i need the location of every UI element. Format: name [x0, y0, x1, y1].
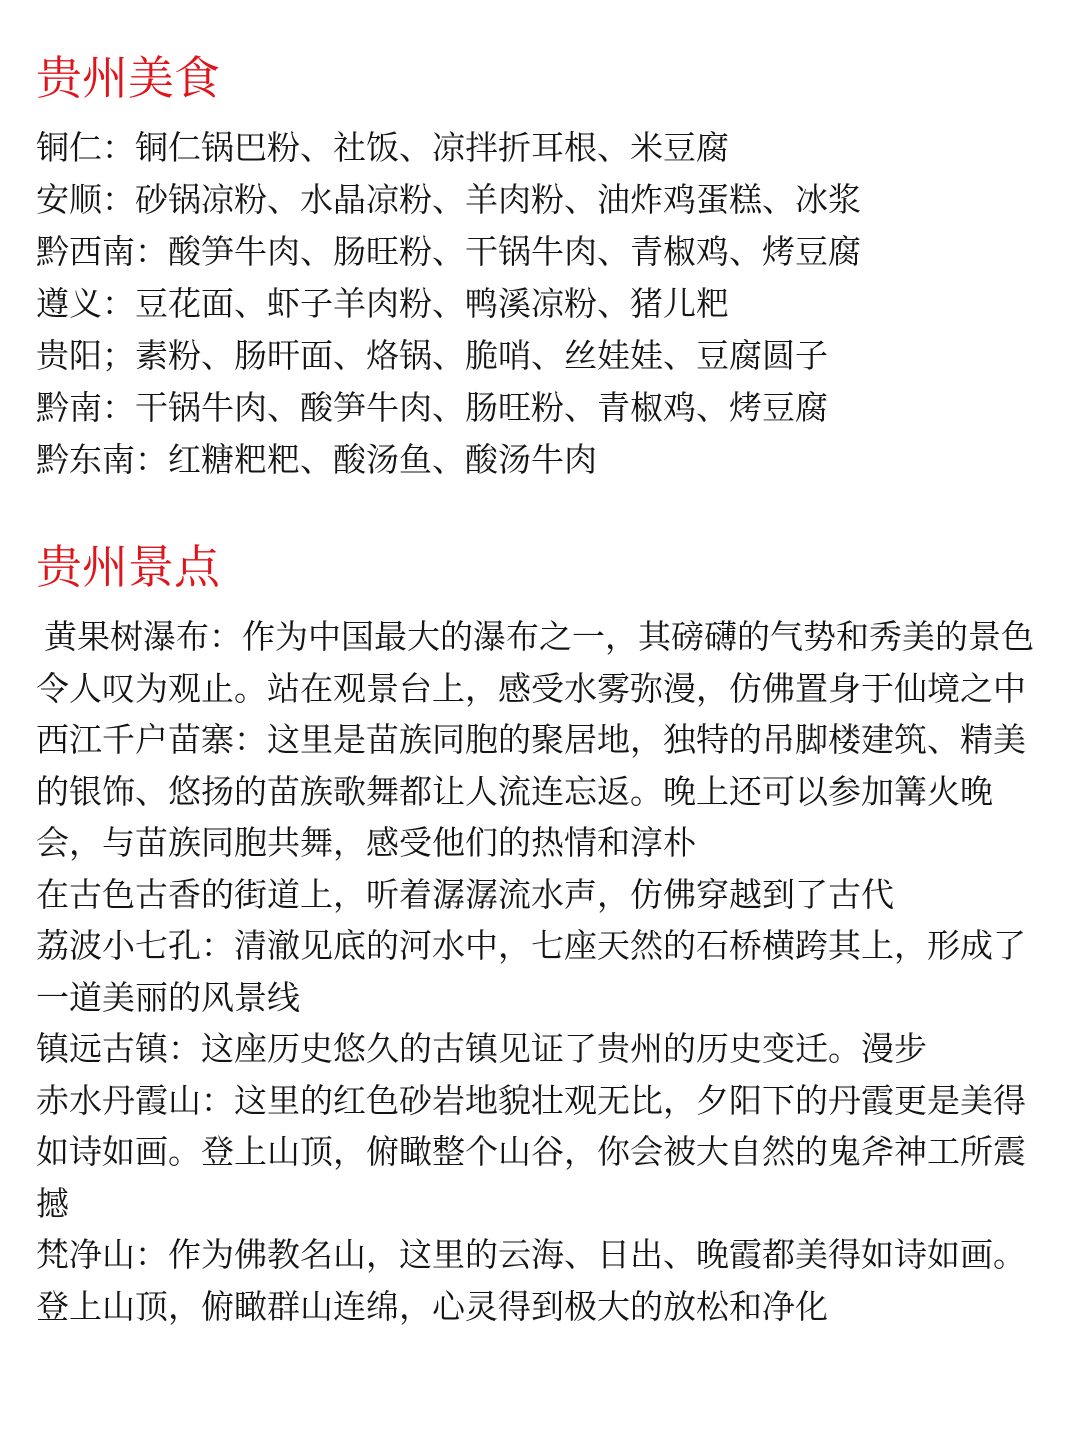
food-item-guiyang: 贵阳；素粉、肠旰面、烙锅、脆哨、丝娃娃、豆腐圆子	[36, 336, 828, 375]
spot-libo: 荔波小七孔：清澈见底的河水中，七座天然的石桥横跨其上，形成了一道美丽的风景线	[36, 926, 1026, 1017]
spot-chishui: 赤水丹霞山：这里的红色砂岩地貌壮观无比，夕阳下的丹霞更是美得如诗如画。登上山顶，俯瞰整个山谷，你会被大自然的鬼斧神工所震撼	[36, 1080, 1026, 1223]
food-item-tongren: 铜仁：铜仁锅巴粉、社饭、凉拌折耳根、米豆腐	[36, 128, 729, 167]
food-item-qiandongnan: 黔东南：红糖粑粑、酸汤鱼、酸汤牛肉	[36, 440, 597, 479]
food-item-zunyi: 遵义：豆花面、虾子羊肉粉、鸭溪凉粉、猪儿粑	[36, 284, 729, 323]
food-item-anshun: 安顺：砂锅凉粉、水晶凉粉、羊肉粉、油炸鸡蛋糕、冰浆	[36, 180, 861, 219]
spot-ancient-street: 在古色古香的街道上，听着潺潺流水声，仿佛穿越到了古代	[36, 874, 894, 914]
spot-xijiang: 西江千户苗寨：这里是苗族同胞的聚居地，独特的吊脚楼建筑、精美的银饰、悠扬的苗族歌舞都让人流连忘返。晚上还可以参加篝火晚会，与苗族同胞共舞，感受他们的热情和淳朴	[36, 720, 1026, 862]
food-section-title: 贵州美食	[36, 51, 220, 105]
spots-list	[36, 611, 1044, 1332]
spot-fanjingshan: 梵净山：作为佛教名山，这里的云海、日出、晚霞都美得如诗如画。登上山顶，俯瞰群山连绵，心灵得到极大的放松和净化	[36, 1235, 1026, 1326]
spot-zhenyuan: 镇远古镇：这座历史悠久的古镇见证了贵州的历史变迁。漫步	[36, 1029, 927, 1068]
food-item-qianxinan: 黔西南：酸笋牛肉、肠旺粉、干锅牛肉、青椒鸡、烤豆腐	[36, 232, 861, 271]
food-list	[36, 122, 1046, 486]
food-item-qiannan: 黔南：干锅牛肉、酸笋牛肉、肠旺粉、青椒鸡、烤豆腐	[36, 388, 828, 427]
spots-section-title: 贵州景点	[36, 540, 220, 594]
spot-huangguoshu: 黄果树瀑布：作为中国最大的瀑布之一，其磅礴的气势和秀美的景色令人叹为观止。站在观景台上，感受水雾弥漫，仿佛置身于仙境之中	[36, 617, 1034, 708]
